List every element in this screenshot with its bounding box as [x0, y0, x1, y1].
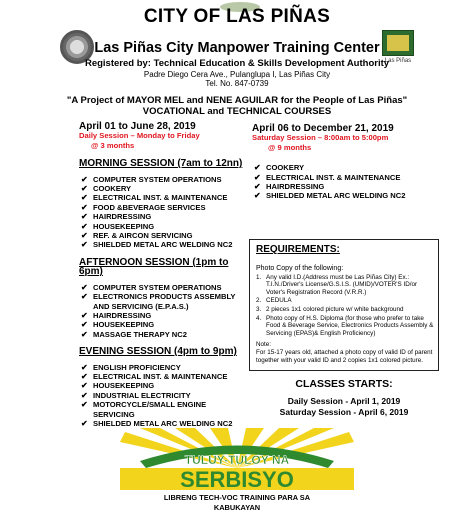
list-item: ✔ HOUSEKEEPING — [81, 320, 155, 330]
list-item: 1. Any valid I.D.(Address must be Las Piñas City) Ex.: T.I.N./Driver's License/G.S.I.S. (UMID)/VOTER'S ID/or Voter's Registration Record (V.R.R.) — [256, 273, 418, 296]
registered-by: Registered by: Technical Education & Skills Development Authority — [84, 58, 390, 69]
left-duration: @ 3 months — [91, 140, 135, 150]
classes-saturday: Saturday Session - April 6, 2019 — [279, 407, 409, 417]
right-column — [252, 124, 452, 201]
requirements-list — [256, 274, 434, 338]
list-item: ✔ ELECTRICAL INST. & MAINTENANCE — [81, 371, 228, 381]
list-item: ✔ HOUSEKEEPING — [81, 381, 155, 391]
requirements-intro: Photo Copy of the following: — [256, 265, 344, 272]
classes-daily: Daily Session - April 1, 2019 — [287, 396, 401, 406]
check-icon: ✔ — [254, 182, 261, 192]
check-icon: ✔ — [254, 163, 261, 173]
requirements-title: REQUIREMENTS: — [256, 244, 340, 255]
check-icon: ✔ — [81, 231, 88, 241]
check-icon: ✔ — [81, 174, 88, 184]
check-icon: ✔ — [254, 172, 261, 182]
footer-tagline-2: KABUKAYAN — [213, 503, 261, 512]
check-icon: ✔ — [81, 292, 88, 302]
right-date-range: April 06 to December 21, 2019 — [252, 123, 394, 134]
check-icon: ✔ — [81, 418, 88, 428]
saturday-course-list — [252, 163, 452, 201]
list-item: ✔ COMPUTER SYSTEM OPERATIONS — [81, 174, 222, 184]
list-item: ✔ SHIELDED METAL ARC WELDING NC2 — [81, 418, 233, 428]
left-column — [79, 122, 249, 428]
list-item: ✔ FOOD &BEVERAGE SERVICES — [81, 202, 206, 212]
list-item: ✔ ELECTRONICS PRODUCTS ASSEMBLY AND SERVICING (E.P.A.S.) — [81, 292, 236, 311]
list-item: ✔ ENGLISH PROFICIENCY — [81, 362, 181, 372]
check-icon: ✔ — [254, 191, 261, 201]
morning-session-heading: MORNING SESSION (7am to 12nn) — [79, 158, 243, 170]
requirements-note-text: For 15-17 years old, attached a photo copy of valid ID of parent together with your valid ID and 2 copies 1x1 colored picture. — [256, 348, 433, 364]
check-icon: ✔ — [81, 240, 88, 250]
city-title: CITY OF LAS PIÑAS — [143, 6, 331, 27]
list-item: ✔ HAIRDRESSING — [81, 212, 152, 222]
list-item: ✔ COOKERY — [254, 163, 305, 173]
classes-start — [249, 378, 439, 418]
check-icon: ✔ — [81, 381, 88, 391]
check-icon: ✔ — [81, 310, 88, 320]
check-icon: ✔ — [81, 400, 88, 410]
list-item: ✔ SHIELDED METAL ARC WELDING NC2 — [254, 191, 406, 201]
check-icon: ✔ — [81, 390, 88, 400]
project-line-2: VOCATIONAL and TECHNICAL COURSES — [142, 106, 332, 117]
las-pinas-logo-text: Las Piñas — [384, 58, 412, 64]
footer-tagline-1: LIBRENG TECH-VOC TRAINING PARA SA — [163, 493, 311, 502]
list-item: ✔ MASSAGE THERAPY NC2 — [81, 329, 187, 339]
list-item: ✔ ELECTRICAL INST. & MAINTENANCE — [81, 193, 228, 203]
check-icon: ✔ — [81, 221, 88, 231]
check-icon: ✔ — [81, 362, 88, 372]
list-item: ✔ HAIRDRESSING — [81, 310, 152, 320]
check-icon: ✔ — [81, 371, 88, 381]
center-name: Las Piñas City Manpower Training Center — [94, 40, 380, 56]
list-item: ✔ REF. & AIRCON SERVICING — [81, 231, 193, 241]
requirements-body — [256, 265, 434, 364]
banner-main-text: SERBISYO — [180, 467, 294, 492]
list-item: 2. CEDULA — [256, 297, 292, 305]
requirements-note-label: Note: — [256, 341, 272, 349]
evening-session-heading: EVENING SESSION (4pm to 9pm) — [79, 346, 237, 358]
list-item: 3. 2 pieces 1x1 colored picture w/ white background — [256, 305, 404, 313]
check-icon: ✔ — [81, 212, 88, 222]
right-duration: @ 9 months — [268, 142, 312, 152]
check-icon: ✔ — [81, 193, 88, 203]
left-date-range: April 01 to June 28, 2019 — [79, 121, 196, 132]
list-item: ✔ MOTORCYCLE/SMALL ENGINE SERVICING — [81, 400, 207, 419]
list-item: ✔ ELECTRICAL INST. & MAINTENANCE — [254, 172, 401, 182]
left-schedule: Daily Session – Monday to Friday — [79, 131, 200, 141]
list-item: ✔ INDUSTRIAL ELECTRICITY — [81, 390, 191, 400]
morning-course-list — [79, 175, 249, 250]
project-line-1: "A Project of MAYOR MEL and NENE AGUILAR for the People of Las Piñas" — [66, 95, 408, 106]
afternoon-course-list — [79, 283, 249, 339]
list-item: ✔ HAIRDRESSING — [254, 182, 325, 192]
project-heading — [0, 95, 474, 117]
check-icon: ✔ — [81, 320, 88, 330]
check-icon: ✔ — [81, 184, 88, 194]
list-item: ✔ SHIELDED METAL ARC WELDING NC2 — [81, 240, 233, 250]
telephone: Tel. No. 847-0739 — [205, 79, 269, 88]
list-item: ✔ HOUSEKEEPING — [81, 221, 155, 231]
requirements-box — [249, 239, 439, 371]
list-item: 4. Photo copy of H.S. Diploma (for those who prefer to take Food & Beverage Service, Electronics Products Assembly & Servicing (EPAS)& English Proficiency) — [256, 314, 434, 337]
list-item: ✔ COMPUTER SYSTEM OPERATIONS — [81, 282, 222, 292]
evening-course-list — [79, 363, 249, 429]
right-schedule: Saturday Session – 8:00am to 5:00pm — [252, 133, 389, 143]
list-item: ✔ COOKERY — [81, 184, 132, 194]
address: Padre Diego Cera Ave., Pulanglupa I, Las Piñas City — [143, 70, 331, 79]
check-icon: ✔ — [81, 202, 88, 212]
check-icon: ✔ — [81, 329, 88, 339]
afternoon-session-heading: AFTERNOON SESSION (1pm to 6pm) — [79, 256, 229, 278]
classes-heading: CLASSES STARTS: — [295, 378, 393, 390]
check-icon: ✔ — [81, 282, 88, 292]
banner-top-text: TULUY-TULOY NA — [184, 453, 290, 467]
